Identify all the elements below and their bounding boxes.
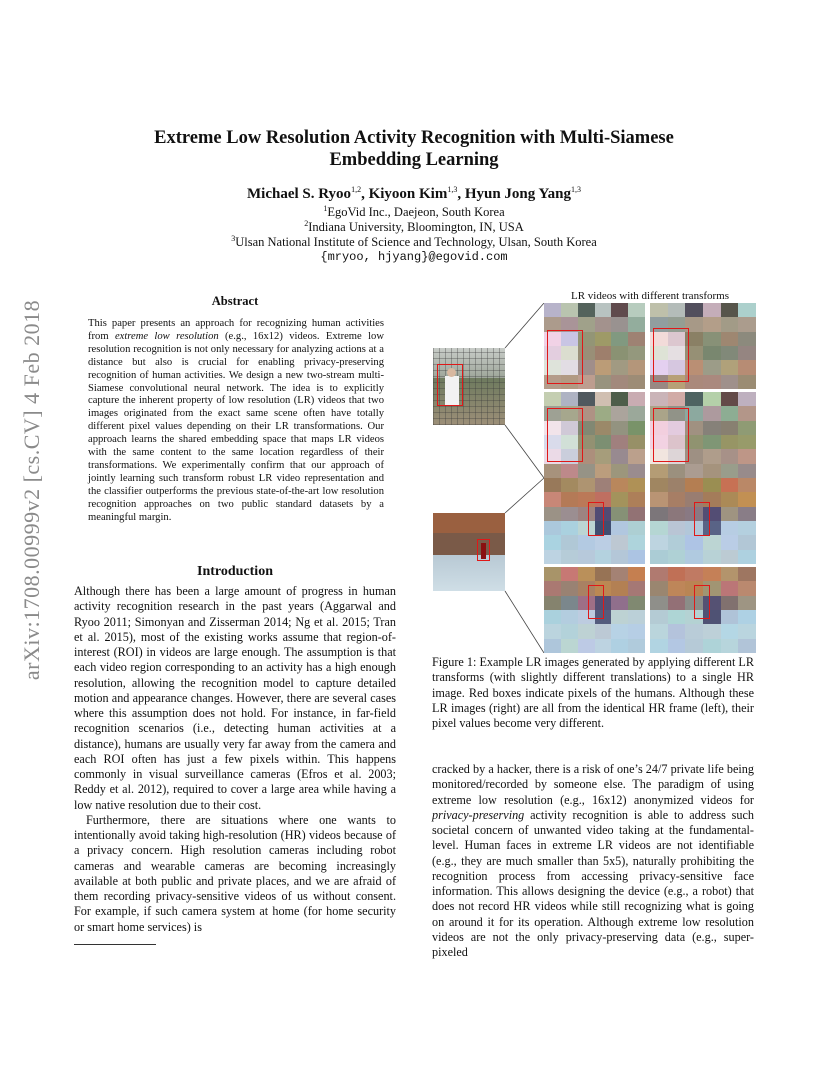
figure-caption: Figure 1: Example LR images generated by applying different LR transforms (with slightly different translations) to a single HR image. Red boxes indicate pixels of the humans. Although these LR images (right) are all from the identical HR frame (left), their pixel values become very different. — [432, 655, 754, 730]
lr-pixel — [738, 332, 756, 346]
lr-pixel — [703, 317, 721, 331]
lr-pixel — [611, 492, 628, 506]
lr-pixel — [595, 392, 612, 406]
lr-pixel — [668, 464, 686, 478]
lr-pixel — [578, 550, 595, 564]
lr-pixel — [628, 478, 645, 492]
lr-pixel — [721, 639, 739, 653]
lr-pixel — [628, 392, 645, 406]
lr-pixel — [628, 332, 645, 346]
lr-pixel — [595, 317, 612, 331]
lr-pixel — [738, 567, 756, 581]
arxiv-stamp — [4, 290, 60, 690]
lr-pixel — [685, 550, 703, 564]
lr-pixel — [595, 464, 612, 478]
lr-pixel — [668, 492, 686, 506]
lr-pixel — [738, 421, 756, 435]
lr-pixel — [628, 406, 645, 420]
lr-pixel — [628, 360, 645, 374]
lr-pixel — [628, 596, 645, 610]
lr-pixel — [721, 392, 739, 406]
lr-pixel — [578, 624, 595, 638]
lr-pixel — [703, 449, 721, 463]
hr-frame-baseball — [433, 348, 505, 425]
lr-pixel — [544, 392, 561, 406]
lr-pixel — [703, 478, 721, 492]
lr-pixel — [561, 624, 578, 638]
lr-pixel — [611, 435, 628, 449]
lr-pixel — [721, 360, 739, 374]
lr-pixel — [738, 507, 756, 521]
lr-pixel — [721, 521, 739, 535]
lr-pixel — [628, 610, 645, 624]
lr-pixel — [628, 550, 645, 564]
lr-tile-baseball-2 — [650, 303, 756, 389]
affiliation-2: $^2$Indiana University, Bloomington, IN, USA — [304, 219, 524, 235]
lr-pixel — [685, 639, 703, 653]
lr-pixel — [611, 421, 628, 435]
lr-pixel — [738, 346, 756, 360]
lr-pixel — [703, 375, 721, 389]
lr-pixel — [738, 639, 756, 653]
lr-pixel — [578, 535, 595, 549]
lr-pixel — [738, 596, 756, 610]
lr-pixel — [561, 639, 578, 653]
figure-label: LR videos with different transforms — [570, 290, 730, 302]
lr-pixel — [703, 360, 721, 374]
lr-pixel — [628, 375, 645, 389]
lr-pixel — [611, 464, 628, 478]
lr-pixel — [738, 610, 756, 624]
lr-pixel — [595, 435, 612, 449]
author-sup: 1,3 — [570, 185, 581, 194]
lr-pixel — [668, 535, 686, 549]
lr-pixel — [650, 392, 668, 406]
lr-pixel — [595, 550, 612, 564]
lr-pixel — [703, 332, 721, 346]
lr-pixel — [595, 332, 612, 346]
lr-pixel — [721, 406, 739, 420]
lr-pixel — [578, 478, 595, 492]
lr-pixel — [721, 507, 739, 521]
lr-pixel — [611, 449, 628, 463]
lr-pixel — [668, 567, 686, 581]
lr-pixel — [611, 624, 628, 638]
lr-pixel — [561, 610, 578, 624]
lr-tile-baseball-1 — [544, 303, 645, 389]
introduction-heading: Introduction — [197, 564, 273, 579]
lr-pixel — [685, 303, 703, 317]
lr-pixel — [561, 567, 578, 581]
lr-pixel — [611, 303, 628, 317]
author-sup: 1,2 — [351, 185, 362, 194]
arxiv-id: arXiv:1708.00999v2 [cs.CV] 4 Feb 2018 — [19, 299, 44, 681]
lr-pixel — [738, 375, 756, 389]
lr-pixel — [544, 521, 561, 535]
lr-pixel — [668, 303, 686, 317]
lr-pixel — [628, 535, 645, 549]
lr-pixel — [544, 624, 561, 638]
lr-pixel — [650, 478, 668, 492]
lr-pixel — [703, 346, 721, 360]
lr-pixel — [561, 521, 578, 535]
author-name: Michael S. Ryoo — [247, 186, 352, 202]
lr-pixel — [544, 610, 561, 624]
lr-pixel — [738, 464, 756, 478]
lr-pixel — [544, 596, 561, 610]
lr-pixel — [578, 464, 595, 478]
lr-pixel — [721, 492, 739, 506]
lr-pixel — [685, 567, 703, 581]
lr-pixel — [703, 435, 721, 449]
lr-pixel — [721, 535, 739, 549]
lr-pixel — [544, 492, 561, 506]
lr-pixel — [611, 346, 628, 360]
lr-pixel — [544, 581, 561, 595]
lr-pixel — [721, 478, 739, 492]
lr-pixel — [578, 392, 595, 406]
lr-pixel — [561, 581, 578, 595]
lr-pixel — [703, 392, 721, 406]
lr-pixel — [628, 492, 645, 506]
lr-pixel — [561, 303, 578, 317]
lr-pixel — [611, 596, 628, 610]
lr-pixel — [544, 639, 561, 653]
email-address: {mryoo, hjyang}@egovid.com — [320, 250, 508, 264]
lr-pixel — [650, 596, 668, 610]
lr-pixel — [611, 406, 628, 420]
hr-frame-gym — [433, 513, 505, 591]
lr-pixel — [668, 639, 686, 653]
lr-pixel — [628, 435, 645, 449]
lr-pixel — [703, 639, 721, 653]
lr-tile-gym-4 — [650, 567, 756, 653]
lr-pixel — [628, 464, 645, 478]
lr-pixel — [628, 567, 645, 581]
lr-tile-baseball-3 — [544, 392, 645, 478]
lr-pixel — [611, 639, 628, 653]
lr-pixel — [650, 639, 668, 653]
lr-pixel — [595, 406, 612, 420]
lr-pixel — [721, 375, 739, 389]
lr-pixel — [561, 492, 578, 506]
lr-pixel — [595, 303, 612, 317]
lr-pixel — [738, 581, 756, 595]
lr-pixel — [650, 624, 668, 638]
author-name: Kiyoon Kim — [368, 186, 448, 202]
lr-pixel — [561, 535, 578, 549]
lr-pixel — [721, 449, 739, 463]
lr-pixel — [721, 421, 739, 435]
lr-pixel — [668, 392, 686, 406]
lr-pixel — [628, 317, 645, 331]
lr-pixel — [578, 639, 595, 653]
author-list: Michael S. Ryoo$^{1,2}$, Kiyoon Kim$^{1,3}$, Hyun Jong Yang$^{1,3}$ — [247, 185, 581, 202]
footnote-rule — [74, 944, 156, 945]
lr-pixel — [738, 317, 756, 331]
lr-pixel — [738, 535, 756, 549]
lr-pixel — [628, 303, 645, 317]
lr-pixel — [561, 392, 578, 406]
lr-pixel — [595, 346, 612, 360]
lr-pixel — [544, 550, 561, 564]
lr-pixel — [628, 581, 645, 595]
lr-pixel — [721, 435, 739, 449]
lr-tile-gym-1 — [544, 478, 645, 564]
lr-pixel — [668, 624, 686, 638]
lr-pixel — [721, 550, 739, 564]
figure-1 — [430, 303, 760, 653]
right-column-body: cracked by a hacker, there is a risk of one’s 24/7 private life being monitored/recorded by someone else. The paradigm of using extreme low resolution (e.g., 16x12) anonymized videos for privacy-preserving activity recognition is able to address such societal concern of unwanted video taking at the fundamental-level. Human faces in extreme LR videos are not identifiable (e.g., they are much smaller than 5x5), naturally prohibiting the recognition process from accessing privacy-sensitive face information. This allows designing the device (e.g., a robot) that does not record HR videos while still recognizing what is going on around it for its operation. Although extreme low resolution videos are not the only privacy-preserving data (e.g., super-pixeled — [432, 762, 754, 959]
author-name: Hyun Jong Yang — [464, 186, 571, 202]
intro-paragraph-2: Furthermore, there are situations where one wants to intentionally avoid taking high-resolution (HR) videos because of a privacy concern. High resolution cameras including robot cameras and wearable cameras are becoming increasingly available at both public and private places, and we are afraid of them recording privacy-sensitive videos of us without consent. For example, if such camera system at home (for home security or smart home services) is — [74, 812, 396, 934]
lr-pixel — [703, 421, 721, 435]
lr-pixel — [628, 421, 645, 435]
lr-pixel — [611, 535, 628, 549]
lr-pixel — [595, 624, 612, 638]
lr-pixel — [611, 478, 628, 492]
lr-pixel — [611, 360, 628, 374]
lr-pixel — [685, 464, 703, 478]
lr-pixel — [650, 581, 668, 595]
lr-pixel — [611, 521, 628, 535]
lr-pixel — [611, 550, 628, 564]
lr-pixel — [595, 449, 612, 463]
lr-pixel — [628, 639, 645, 653]
lr-pixel — [544, 464, 561, 478]
lr-pixel — [628, 624, 645, 638]
lr-pixel — [668, 521, 686, 535]
lr-pixel — [650, 535, 668, 549]
lr-pixel — [650, 464, 668, 478]
lr-tile-gym-2 — [650, 478, 756, 564]
lr-pixel — [611, 567, 628, 581]
title-line-2: Embedding Learning — [329, 150, 499, 170]
lr-pixel — [561, 507, 578, 521]
lr-pixel — [628, 449, 645, 463]
lr-pixel — [578, 567, 595, 581]
lr-pixel — [703, 624, 721, 638]
lr-pixel — [611, 317, 628, 331]
lr-pixel — [685, 535, 703, 549]
lr-pixel — [668, 596, 686, 610]
lr-pixel — [668, 581, 686, 595]
lr-pixel — [738, 449, 756, 463]
lr-pixel — [611, 375, 628, 389]
lr-pixel — [668, 550, 686, 564]
lr-pixel — [595, 639, 612, 653]
lr-pixel — [544, 303, 561, 317]
lr-pixel — [650, 492, 668, 506]
lr-pixel — [738, 492, 756, 506]
title-line-1: Extreme Low Resolution Activity Recognition with Multi-Siamese — [154, 128, 674, 148]
affiliation-3: $^3$Ulsan National Institute of Science and Technology, Ulsan, South Korea — [231, 234, 597, 250]
lr-pixel — [738, 435, 756, 449]
lr-pixel — [738, 360, 756, 374]
lr-pixel — [738, 303, 756, 317]
lr-pixel — [650, 610, 668, 624]
lr-pixel — [703, 535, 721, 549]
lr-pixel — [561, 550, 578, 564]
lr-pixel — [703, 567, 721, 581]
lr-pixel — [738, 478, 756, 492]
lr-pixel — [595, 535, 612, 549]
lr-pixel — [544, 478, 561, 492]
lr-pixel — [738, 392, 756, 406]
lr-pixel — [721, 303, 739, 317]
lr-pixel — [628, 507, 645, 521]
lr-pixel — [685, 478, 703, 492]
lr-pixel — [650, 521, 668, 535]
lr-pixel — [544, 535, 561, 549]
lr-pixel — [595, 375, 612, 389]
lr-pixel — [611, 392, 628, 406]
lr-pixel — [628, 521, 645, 535]
lr-pixel — [578, 303, 595, 317]
lr-pixel — [738, 550, 756, 564]
lr-pixel — [738, 406, 756, 420]
lr-tile-baseball-4 — [650, 392, 756, 478]
lr-pixel — [595, 567, 612, 581]
lr-pixel — [721, 624, 739, 638]
lr-pixel — [703, 406, 721, 420]
lr-tile-gym-3 — [544, 567, 645, 653]
lr-pixel — [738, 624, 756, 638]
lr-pixel — [628, 346, 645, 360]
lr-pixel — [685, 624, 703, 638]
lr-pixel — [668, 478, 686, 492]
lr-pixel — [721, 317, 739, 331]
lr-pixel — [544, 507, 561, 521]
lr-pixel — [611, 507, 628, 521]
lr-pixel — [611, 610, 628, 624]
lr-pixel — [611, 332, 628, 346]
abstract-body: This paper presents an approach for recognizing human activities from extreme low resolution (e.g., 16x12) videos. Extreme low resolution recognition is not only necessary for analyzing actions at a distance but also is crucial for enabling privacy-preserving recognition of human activities. We design a new two-stream multi-Siamese convolutional neural network. The idea is to explicitly capture the inherent property of low resolution (LR) videos that two images originated from the exact same scene often have totally different pixel values depending on their LR transformations. Our approach learns the shared embedding space that maps LR videos with the same content to the same location regardless of their transformations. We experimentally confirm that our approach of jointly learning such transform robust LR video representation and the classifier outperforms the previous state-of-the-art low resolution recognition approaches on two public standard datasets by a meaningful margin. — [88, 318, 384, 523]
lr-pixel — [721, 464, 739, 478]
lr-pixel — [721, 346, 739, 360]
lr-pixel — [611, 581, 628, 595]
paper-title — [100, 127, 728, 171]
lr-pixel — [561, 596, 578, 610]
lr-pixel — [561, 464, 578, 478]
lr-pixel — [703, 464, 721, 478]
lr-pixel — [685, 392, 703, 406]
lr-pixel — [703, 303, 721, 317]
introduction-body — [74, 584, 396, 935]
intro-paragraph-1: Although there has been a large amount of progress in human activity recognition research in the past years (Aggarwal and Ryoo 2011; Simonyan and Zisserman 2014; Ng et al. 2015; Tran et al. 2015), most of the existing works assume that region-of-interest (ROI) in videos are large enough. The assumption is that each video region corresponding to an activity has a high enough resolution, allowing the recognition model to capture detailed motion and appearance changes. However, there are several cases where this assumption does not hold. For instance, in far-field recognition scenarios (i.e., detecting human activities at a distance), humans are usually very far away from the camera and each ROI often has just a few pixels within. This happens commonly in visual surveillance cameras (Efros et al. 2003; Reddy et al. 2012), required to cover a large area while having a low native resolution due to their cost. — [74, 584, 396, 812]
lr-pixel — [650, 303, 668, 317]
lr-pixel — [721, 567, 739, 581]
lr-pixel — [668, 507, 686, 521]
lr-pixel — [544, 567, 561, 581]
lr-pixel — [721, 332, 739, 346]
author-sup: 1,3 — [447, 185, 458, 194]
lr-pixel — [595, 478, 612, 492]
lr-pixel — [650, 550, 668, 564]
lr-pixel — [721, 596, 739, 610]
lr-pixel — [668, 610, 686, 624]
lr-pixel — [561, 478, 578, 492]
abstract-heading: Abstract — [211, 294, 259, 308]
lr-pixel — [721, 581, 739, 595]
affiliation-1: $^1$EgoVid Inc., Daejeon, South Korea — [323, 204, 505, 220]
lr-pixel — [595, 360, 612, 374]
lr-pixel — [721, 610, 739, 624]
lr-pixel — [703, 550, 721, 564]
lr-pixel — [650, 507, 668, 521]
lr-pixel — [738, 521, 756, 535]
lr-pixel — [650, 567, 668, 581]
lr-pixel — [595, 421, 612, 435]
